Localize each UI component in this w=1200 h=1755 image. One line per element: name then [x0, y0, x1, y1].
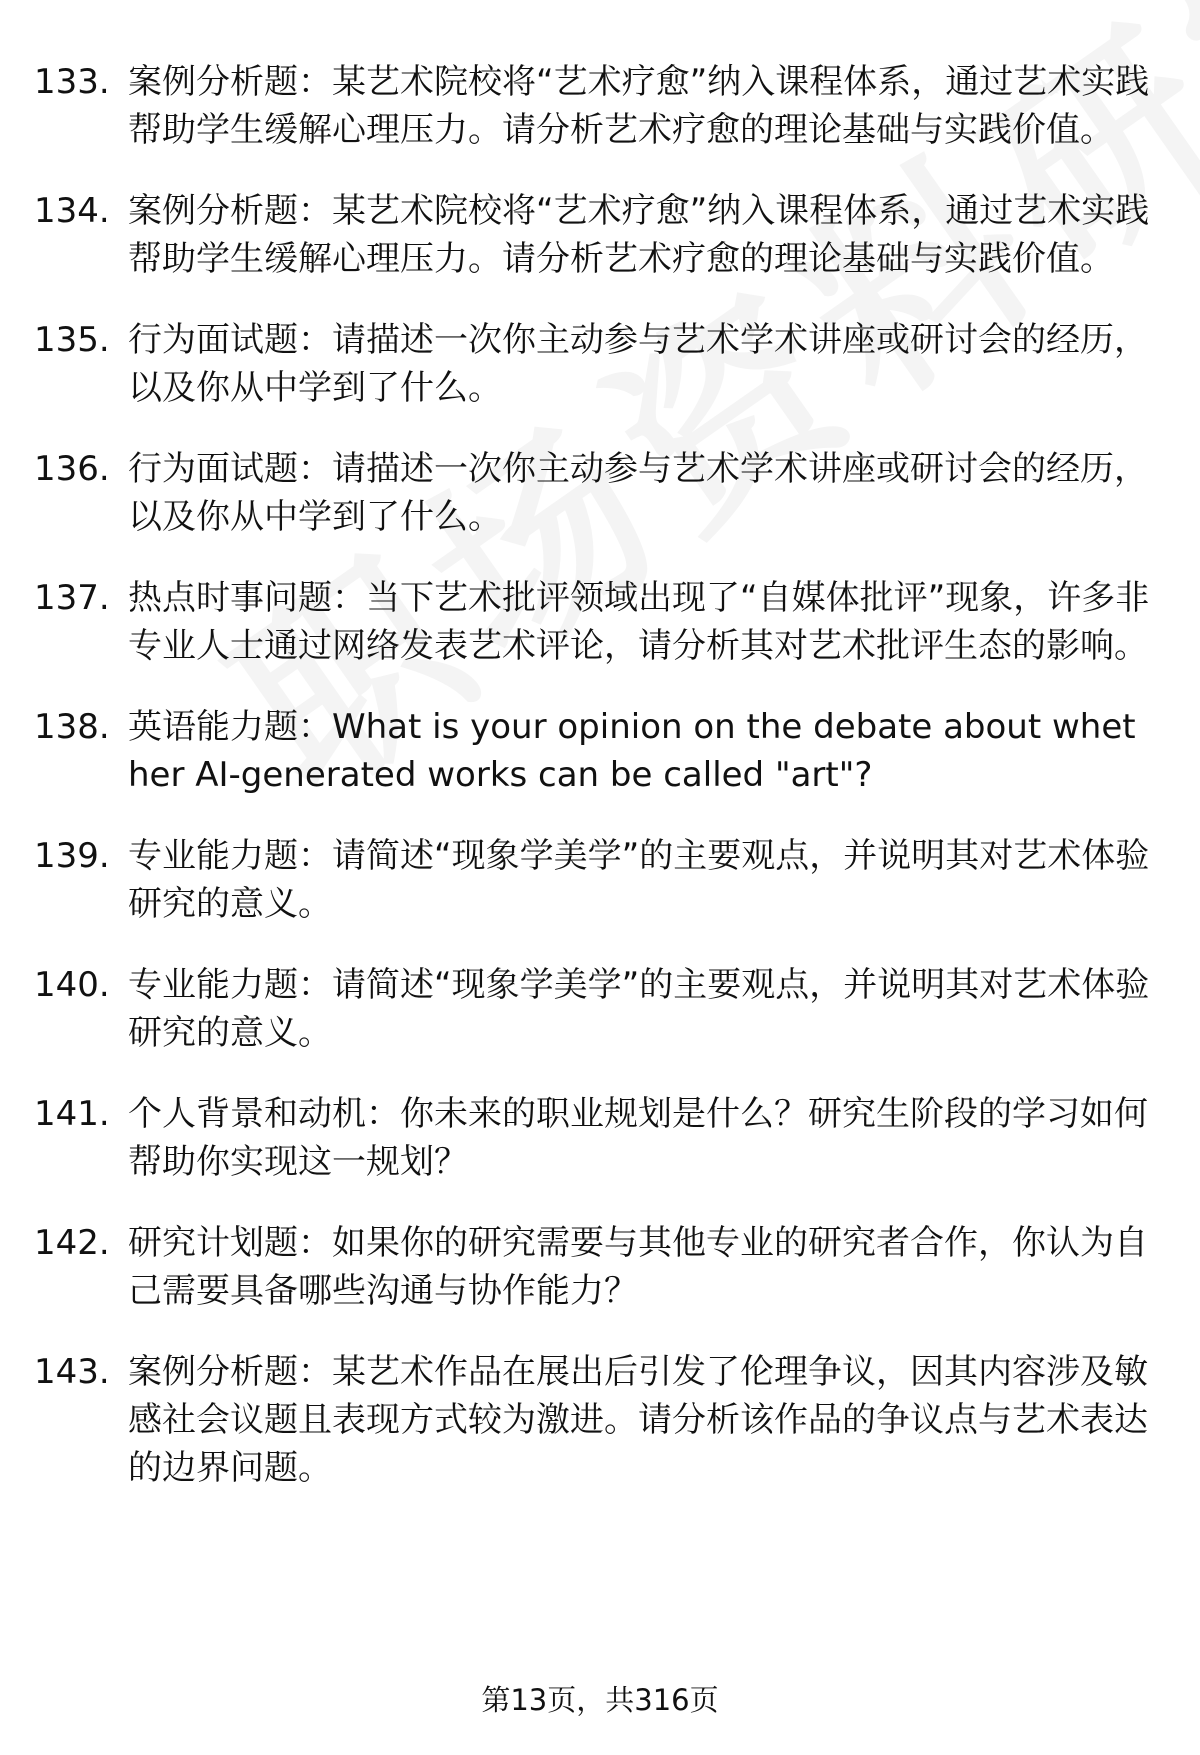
- question-item: [34, 1219, 1150, 1315]
- question-text: 个人背景和动机：你未来的职业规划是什么？研究生阶段的学习如何帮助你实现这一规划？: [128, 1094, 1148, 1182]
- question-number: 133.: [34, 62, 110, 102]
- question-number: 137.: [34, 578, 110, 618]
- question-text: 研究计划题：如果你的研究需要与其他专业的研究者合作，你认为自己需要具备哪些沟通与协作能力？: [128, 1223, 1148, 1311]
- question-item: [34, 316, 1150, 412]
- question-number: 142.: [34, 1223, 110, 1263]
- question-list: [34, 58, 1150, 1525]
- question-number: 143.: [34, 1352, 110, 1392]
- question-text: 行为面试题：请描述一次你主动参与艺术学术讲座或研讨会的经历，以及你从中学到了什么。: [128, 449, 1148, 537]
- question-number: 136.: [34, 449, 110, 489]
- question-item: [34, 187, 1150, 283]
- question-text: 热点时事问题：当下艺术批评领域出现了“自媒体批评”现象，许多非专业人士通过网络发表艺术评论，请分析其对艺术批评生态的影响。: [128, 578, 1150, 666]
- question-item: [34, 703, 1150, 799]
- question-text: 案例分析题：某艺术作品在展出后引发了伦理争议，因其内容涉及敏感社会议题且表现方式较为激进。请分析该作品的争议点与艺术表达的边界问题。: [128, 1352, 1148, 1488]
- question-text: 专业能力题：请简述“现象学美学”的主要观点，并说明其对艺术体验研究的意义。: [128, 965, 1150, 1053]
- question-item: [34, 445, 1150, 541]
- question-number: 140.: [34, 965, 110, 1005]
- page-number-footer: 第13页，共316页: [481, 1683, 719, 1717]
- question-item: [34, 574, 1150, 670]
- question-text: 案例分析题：某艺术院校将“艺术疗愈”纳入课程体系，通过艺术实践帮助学生缓解心理压力。请分析艺术疗愈的理论基础与实践价值。: [128, 62, 1150, 150]
- question-item: [34, 58, 1150, 154]
- question-item: [34, 1090, 1150, 1186]
- question-text: 专业能力题：请简述“现象学美学”的主要观点，并说明其对艺术体验研究的意义。: [128, 836, 1150, 924]
- question-number: 135.: [34, 320, 110, 360]
- question-text: 行为面试题：请描述一次你主动参与艺术学术讲座或研讨会的经历，以及你从中学到了什么。: [128, 320, 1148, 408]
- question-number: 138.: [34, 707, 110, 747]
- question-number: 141.: [34, 1094, 110, 1134]
- question-number: 139.: [34, 836, 110, 876]
- question-number: 134.: [34, 191, 110, 231]
- question-item: [34, 1348, 1150, 1492]
- question-item: [34, 832, 1150, 928]
- question-text: 案例分析题：某艺术院校将“艺术疗愈”纳入课程体系，通过艺术实践帮助学生缓解心理压力。请分析艺术疗愈的理论基础与实践价值。: [128, 191, 1150, 279]
- question-text: 英语能力题：What is your opinion on the debate about whether AI-generated works can be called "art"?: [128, 707, 1136, 795]
- question-item: [34, 961, 1150, 1057]
